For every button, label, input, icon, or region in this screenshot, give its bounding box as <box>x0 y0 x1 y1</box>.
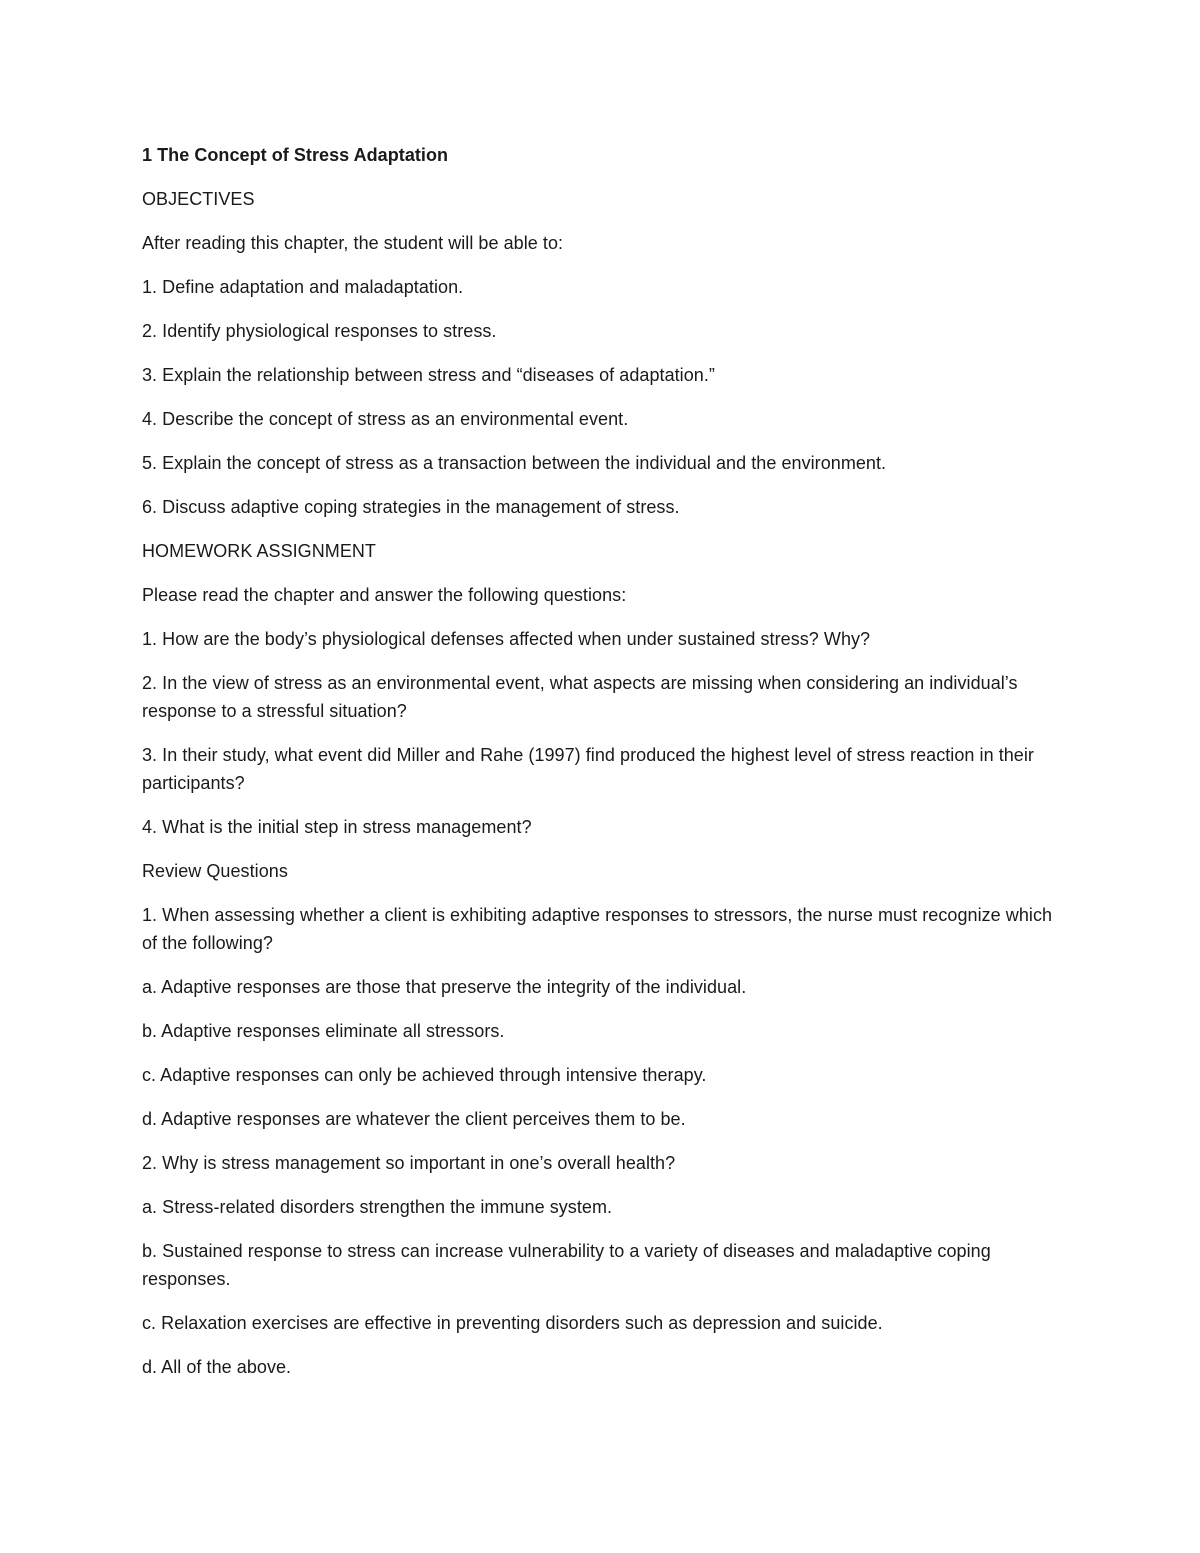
objective-item: 4. Describe the concept of stress as an environmental event. <box>142 409 629 429</box>
objective-item: 2. Identify physiological responses to stress. <box>142 321 497 341</box>
document-page <box>142 140 1072 1397</box>
objectives-intro: After reading this chapter, the student will be able to: <box>142 233 564 253</box>
homework-item: 3. In their study, what event did Miller and Rahe (1997) find produced the highest level of stress reaction in their participants? <box>142 745 1034 793</box>
review-question: 1. When assessing whether a client is exhibiting adaptive responses to stressors, the nurse must recognize which of the following? <box>142 905 1053 953</box>
homework-intro: Please read the chapter and answer the following questions: <box>142 585 627 605</box>
review-option: c. Relaxation exercises are effective in preventing disorders such as depression and suicide. <box>142 1313 883 1333</box>
homework-heading: HOMEWORK ASSIGNMENT <box>142 541 376 561</box>
review-option: b. Sustained response to stress can increase vulnerability to a variety of diseases and maladaptive coping responses. <box>142 1241 991 1289</box>
chapter-title: 1 The Concept of Stress Adaptation <box>142 145 449 165</box>
review-option: c. Adaptive responses can only be achieved through intensive therapy. <box>142 1065 707 1085</box>
homework-item: 4. What is the initial step in stress management? <box>142 817 532 837</box>
review-option: b. Adaptive responses eliminate all stressors. <box>142 1021 505 1041</box>
review-heading: Review Questions <box>142 861 288 881</box>
review-option: d. Adaptive responses are whatever the client perceives them to be. <box>142 1109 686 1129</box>
objective-item: 3. Explain the relationship between stress and “diseases of adaptation.” <box>142 365 715 385</box>
review-option: d. All of the above. <box>142 1357 292 1377</box>
objective-item: 6. Discuss adaptive coping strategies in the management of stress. <box>142 497 680 517</box>
objective-item: 5. Explain the concept of stress as a transaction between the individual and the environment. <box>142 453 887 473</box>
objectives-heading: OBJECTIVES <box>142 189 255 209</box>
review-option: a. Adaptive responses are those that preserve the integrity of the individual. <box>142 977 747 997</box>
review-option: a. Stress-related disorders strengthen the immune system. <box>142 1197 613 1217</box>
objective-item: 1. Define adaptation and maladaptation. <box>142 277 464 297</box>
homework-item: 1. How are the body’s physiological defenses affected when under sustained stress? Why? <box>142 629 871 649</box>
review-question: 2. Why is stress management so important in one’s overall health? <box>142 1153 676 1173</box>
homework-item: 2. In the view of stress as an environmental event, what aspects are missing when considering an individual’s response to a stressful situation? <box>142 673 1018 721</box>
